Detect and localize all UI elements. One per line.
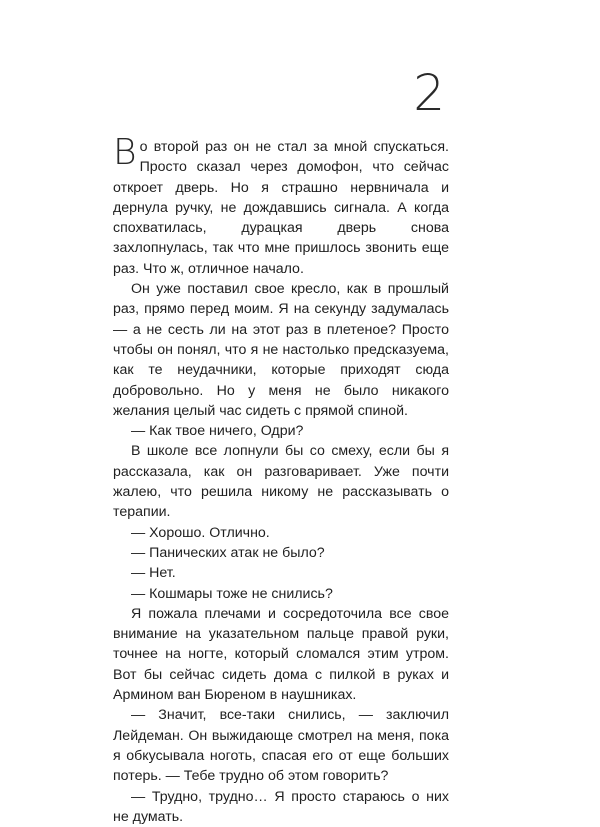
dialogue-line: — Кошмары тоже не снились?	[113, 584, 449, 604]
paragraph-11: — Трудно, трудно… Я просто стараюсь о них не думать.	[113, 787, 449, 827]
dialogue-line: — Хорошо. Отлично.	[113, 523, 449, 543]
chapter-number: 2	[413, 68, 445, 118]
dialogue-line: — Нет.	[113, 563, 449, 583]
drop-cap: В	[113, 138, 137, 168]
paragraph-1-text: о второй раз он не стал за мной спускаться. Просто сказал через домофон, что сейчас откроет дверь. Но я страшно нервничала и дернула ручку, не дождавшись сигнала. А когда спохватилась, дурацкая дверь снова захлопнулась, так что мне пришлось звонить еще раз. Что ж, отличное начало.	[113, 139, 449, 277]
paragraph-9: Я пожала плечами и сосредоточила все свое внимание на указательном пальце правой руки, точнее на ногте, который сломался этим утром. Вот бы сейчас сидеть дома с пилкой в руках и Армином ван Бюреном в наушниках.	[113, 604, 449, 705]
paragraph-2: Он уже поставил свое кресло, как в прошлый раз, прямо перед моим. Я на секунду задумалась — а не сесть ли на этот раз в плетеное? Просто чтобы он понял, что я не настолько предсказуема, как те неудачники, которые приходят сюда добровольно. Но у меня не было никакого желания целый час сидеть с прямой спиной.	[113, 279, 449, 421]
paragraph-10: — Значит, все-таки снились, — заключил Лейдеман. Он выжидающе смотрел на меня, пока я обкусывала ноготь, спасая его от еще больших потерь. — Тебе трудно об этом говорить?	[113, 705, 449, 786]
dialogue-line: — Как твое ничего, Одри?	[113, 421, 449, 441]
body-text	[113, 137, 449, 827]
paragraph-1	[113, 137, 449, 279]
paragraph-4: В школе все лопнули бы со смеху, если бы я рассказала, как он разговаривает. Уже почти жалею, что решила никому не рассказывать о терапии.	[113, 441, 449, 522]
dialogue-line: — Панических атак не было?	[113, 543, 449, 563]
